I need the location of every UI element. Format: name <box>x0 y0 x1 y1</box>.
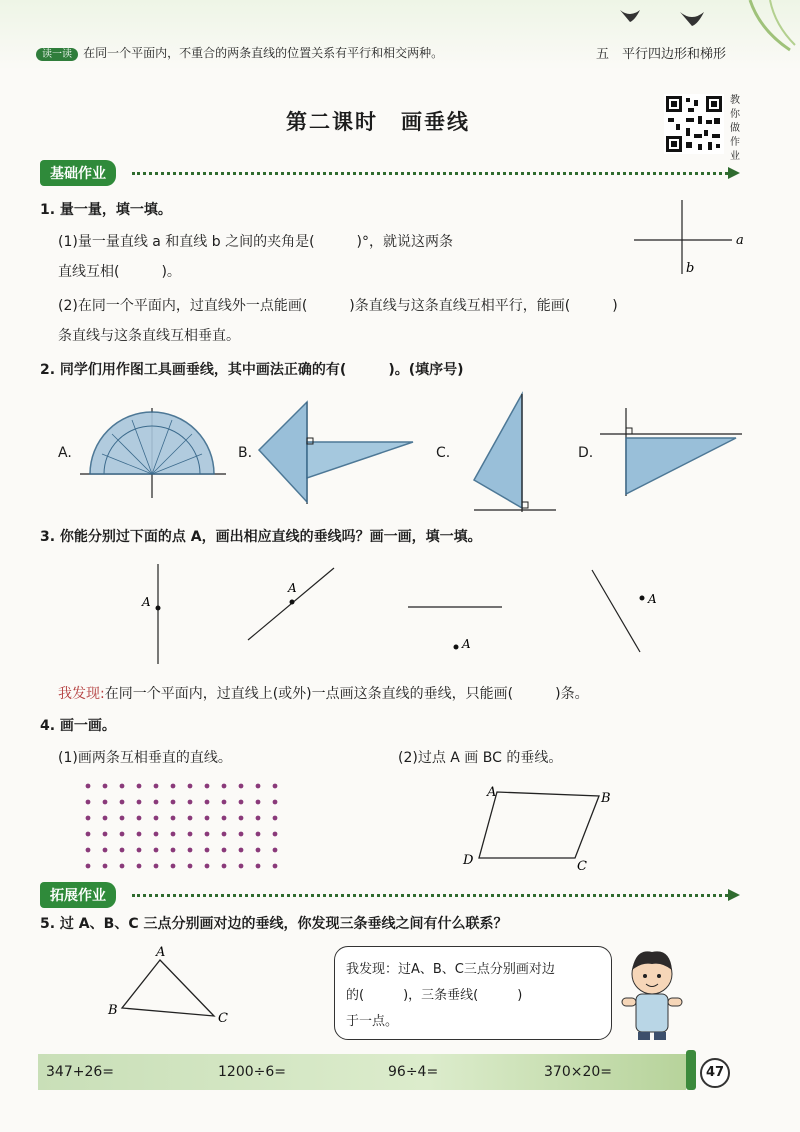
vertex-a: A <box>156 945 166 960</box>
grid-dot <box>86 848 91 853</box>
q3-point-a: A <box>288 581 297 595</box>
grid-dot <box>273 864 278 869</box>
bubble-line-1: 我发现：过A、B、C三点分别画对边 <box>346 962 555 977</box>
grid-dot <box>239 848 244 853</box>
grid-dot <box>239 784 244 789</box>
chapter-title: 五 平行四边形和梯形 <box>596 47 727 62</box>
grid-dot <box>154 848 159 853</box>
grid-dot <box>171 848 176 853</box>
vertex-b: B <box>601 791 611 806</box>
arrow-icon <box>726 887 742 903</box>
set-square-icon <box>626 438 736 494</box>
protractor-figure <box>80 400 230 500</box>
grid-dot <box>205 832 210 837</box>
bird-icon <box>620 10 640 22</box>
parallelogram-figure <box>455 780 611 874</box>
grid-dot <box>273 816 278 821</box>
vertex-c: C <box>577 859 587 874</box>
grid-dot <box>273 832 278 837</box>
grid-dot <box>137 784 142 789</box>
finding-label: 我发现: <box>58 686 105 702</box>
grid-dot <box>188 784 193 789</box>
triangle-ruler-c-figure <box>470 390 560 515</box>
vertex-c: C <box>218 1011 228 1026</box>
grid-dot <box>188 816 193 821</box>
page-title: 第二课时 画垂线 <box>286 110 470 134</box>
grid-dot <box>222 800 227 805</box>
grid-dot <box>205 848 210 853</box>
calc-1: 347+26= <box>46 1064 114 1080</box>
grid-dot <box>222 832 227 837</box>
q1-part2-line2: 条直线与这条直线互相垂直。 <box>58 328 240 344</box>
grid-dot <box>137 864 142 869</box>
label-b: b <box>686 261 695 276</box>
qr-label: 教你做作业 <box>730 95 740 162</box>
grid-dot <box>239 816 244 821</box>
q1-part2-line1: (2)在同一个平面内，过直线外一点能画( )条直线与这条直线互相平行，能画( ) <box>58 298 618 314</box>
section-divider <box>132 894 728 897</box>
grid-dot <box>273 784 278 789</box>
tip-text: 在同一个平面内，不重合的两条直线的位置关系有平行和相交两种。 <box>83 46 444 60</box>
finding-text: 在同一个平面内，过直线上(或外)一点画这条直线的垂线，只能画( )条。 <box>104 686 589 702</box>
set-square-icon <box>259 402 307 502</box>
q2-option-c: C. <box>436 445 451 461</box>
grid-dot <box>222 784 227 789</box>
grid-dot <box>120 800 125 805</box>
set-square-icon <box>307 442 413 478</box>
section-extend-tag: 拓展作业 <box>40 882 116 908</box>
grid-dot <box>86 816 91 821</box>
q4-part2: (2)过点 A 画 BC 的垂线。 <box>398 750 563 766</box>
grid-dot <box>273 800 278 805</box>
calc-2: 1200÷6= <box>218 1064 286 1080</box>
triangle-ruler-b-figure <box>255 398 420 508</box>
grid-dot <box>171 784 176 789</box>
q3-point-a: A <box>462 637 471 651</box>
grid-dot <box>239 864 244 869</box>
q3-finding <box>58 684 589 704</box>
grid-dot <box>154 784 159 789</box>
grid-dot <box>222 816 227 821</box>
grid-dot <box>171 864 176 869</box>
grid-dot <box>205 784 210 789</box>
protractor-icon <box>90 412 214 474</box>
triangle-ruler-d-figure <box>596 404 746 500</box>
vertex-a: A <box>487 785 497 800</box>
bubble-line-3: 于一点。 <box>346 1014 399 1029</box>
grid-dot <box>103 816 108 821</box>
bird-icon <box>680 12 704 26</box>
header-tip <box>36 42 443 61</box>
willow-branch <box>750 0 790 50</box>
page-number: 47 <box>700 1058 730 1088</box>
grid-dot <box>86 800 91 805</box>
q3-point-a: A <box>142 595 151 609</box>
grid-dot <box>188 864 193 869</box>
q1-title: 1. 量一量，填一填。 <box>40 202 172 218</box>
grid-dot <box>154 832 159 837</box>
q3-lines-figure <box>130 560 690 670</box>
q1-part1-line1: (1)量一量直线 a 和直线 b 之间的夹角是( )°，就说这两条 <box>58 234 454 250</box>
grid-dot <box>256 848 261 853</box>
grid-dot <box>120 816 125 821</box>
q2-option-a: A. <box>58 445 72 461</box>
grid-dot <box>256 864 261 869</box>
grid-dot <box>154 864 159 869</box>
grid-dot <box>222 848 227 853</box>
grid-dot <box>205 864 210 869</box>
q1-part1-line2: 直线互相( )。 <box>58 264 181 280</box>
grid-dot <box>86 832 91 837</box>
grid-dot <box>256 800 261 805</box>
grid-dot <box>154 816 159 821</box>
vertex-d: D <box>463 853 474 868</box>
grid-dot <box>256 816 261 821</box>
q1-perpendicular-figure <box>630 196 760 276</box>
dot-grid[interactable] <box>80 778 290 874</box>
qr-code-icon[interactable] <box>664 94 724 154</box>
q5-title: 5. 过 A、B、C 三点分别画对边的垂线，你发现三条垂线之间有什么联系？ <box>40 916 508 932</box>
q2-option-d: D. <box>578 445 594 461</box>
grid-dot <box>137 848 142 853</box>
grid-dot <box>103 848 108 853</box>
section-basic-tag: 基础作业 <box>40 160 116 186</box>
grid-dot <box>188 848 193 853</box>
grid-dot <box>205 816 210 821</box>
q2-option-b: B. <box>238 445 253 461</box>
vertex-b: B <box>108 1003 118 1018</box>
read-badge: 读一读 <box>36 48 78 61</box>
calc-4: 370×20= <box>544 1064 612 1080</box>
grid-dot <box>103 832 108 837</box>
label-a: a <box>736 233 744 248</box>
grid-dot <box>103 864 108 869</box>
grid-dot <box>171 800 176 805</box>
grid-dot <box>137 832 142 837</box>
grid-dot <box>137 816 142 821</box>
q4-part1: (1)画两条互相垂直的直线。 <box>58 750 232 766</box>
q2-title: 2. 同学们用作图工具画垂线，其中画法正确的有( )。(填序号) <box>40 362 464 378</box>
q3-point-a: A <box>648 592 657 606</box>
grid-dot <box>86 784 91 789</box>
grid-dot <box>120 832 125 837</box>
grid-dot <box>256 784 261 789</box>
grid-dot <box>120 784 125 789</box>
arrow-icon <box>726 165 742 181</box>
grid-dot <box>222 864 227 869</box>
set-square-icon <box>474 394 522 508</box>
grid-dot <box>239 800 244 805</box>
grid-dot <box>273 848 278 853</box>
grid-dot <box>256 832 261 837</box>
grid-dot <box>205 800 210 805</box>
grid-dot <box>171 816 176 821</box>
grid-dot <box>171 832 176 837</box>
grid-dot <box>103 784 108 789</box>
grid-dot <box>120 864 125 869</box>
grid-dot <box>239 832 244 837</box>
page-tab <box>686 1050 696 1090</box>
grid-dot <box>154 800 159 805</box>
q3-title: 3. 你能分别过下面的点 A，画出相应直线的垂线吗？画一画，填一填。 <box>40 529 482 545</box>
section-divider <box>132 172 728 175</box>
bubble-line-2: 的( )，三条垂线( ) <box>346 988 523 1003</box>
q4-title: 4. 画一画。 <box>40 718 116 734</box>
grid-dot <box>188 800 193 805</box>
grid-dot <box>103 800 108 805</box>
triangle-abc-figure <box>100 942 240 1030</box>
calc-3: 96÷4= <box>388 1064 439 1080</box>
grid-dot <box>120 848 125 853</box>
grid-dot <box>188 832 193 837</box>
grid-dot <box>137 800 142 805</box>
boy-avatar <box>612 946 692 1042</box>
grid-dot <box>86 864 91 869</box>
